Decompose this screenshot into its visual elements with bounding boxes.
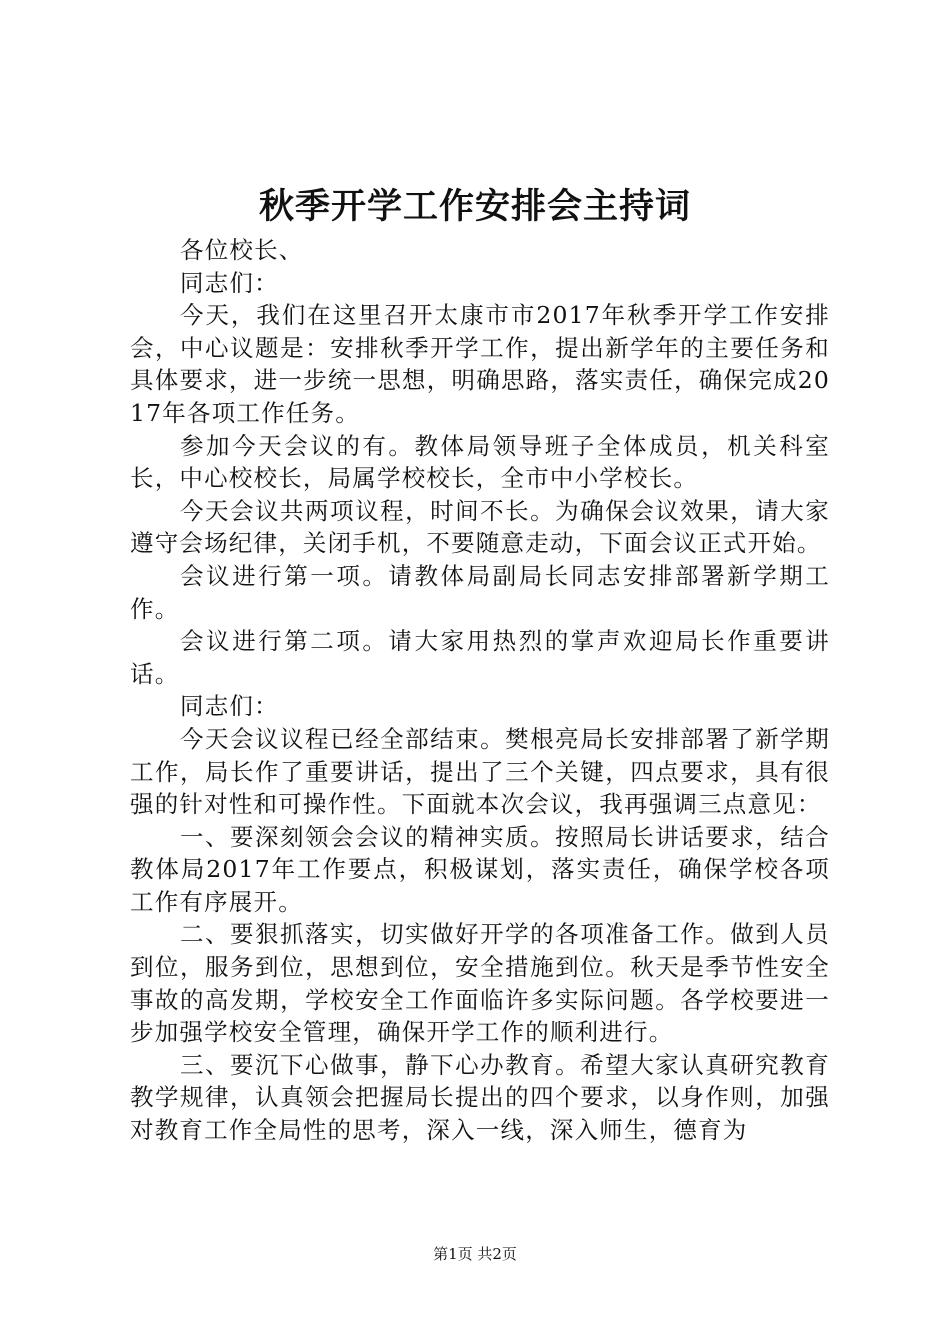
paragraph-point-three: 三、要沉下心做事，静下心办教育。希望大家认真研究教育教学规律，认真领会把握局长提出的四个要求，以身作则，加强对教育工作全局性的思考，深入一线，深入师生，德育为: [130, 1050, 830, 1145]
paragraph-item-one: 会议进行第一项。请教体局副局长同志安排部署新学期工作。: [130, 561, 830, 623]
paragraph-summary: 今天会议议程已经全部结束。樊根亮局长安排部署了新学期工作，局长作了重要讲话，提出了三个关键，四点要求，具有很强的针对性和可操作性。下面就本次会议，我再强调三点意见：: [130, 724, 830, 819]
paragraph-opening: 今天，我们在这里召开太康市市2017年秋季开学工作安排会，中心议题是：安排秋季开学工作，提出新学年的主要任务和具体要求，进一步统一思想，明确思路，落实责任，确保完成2017年各项工作任务。: [130, 301, 830, 427]
page-footer: 第1页 共2页: [433, 1245, 517, 1263]
salutation-comrades-2: 同志们：: [180, 692, 279, 721]
salutation-comrades: 同志们：: [180, 268, 279, 297]
document-title: 秋季开学工作安排会主持词: [258, 186, 691, 227]
salutation-principals: 各位校长、: [180, 236, 304, 264]
document-body: [130, 234, 830, 1147]
paragraph-point-two: 二、要狠抓落实，切实做好开学的各项准备工作。做到人员到位，服务到位，思想到位，安全措施到位。秋天是季节性安全事故的高发期，学校安全工作面临许多实际问题。各学校要进一步加强学校安全管理，确保开学工作的顺利进行。: [130, 920, 830, 1047]
paragraph-agenda: 今天会议共两项议程，时间不长。为确保会议效果，请大家遵守会场纪律，关闭手机，不要随意走动，下面会议正式开始。: [130, 496, 830, 558]
paragraph-point-one: 一、要深刻领会会议的精神实质。按照局长讲话要求，结合教体局2017年工作要点，积极谋划，落实责任，确保学校各项工作有序展开。: [130, 822, 830, 916]
paragraph-item-two: 会议进行第二项。请大家用热烈的掌声欢迎局长作重要讲话。: [130, 627, 830, 688]
paragraph-attendees: 参加今天会议的有。教体局领导班子全体成员，机关科室长，中心校校长，局属学校校长，全市中小学校长。: [130, 431, 830, 493]
